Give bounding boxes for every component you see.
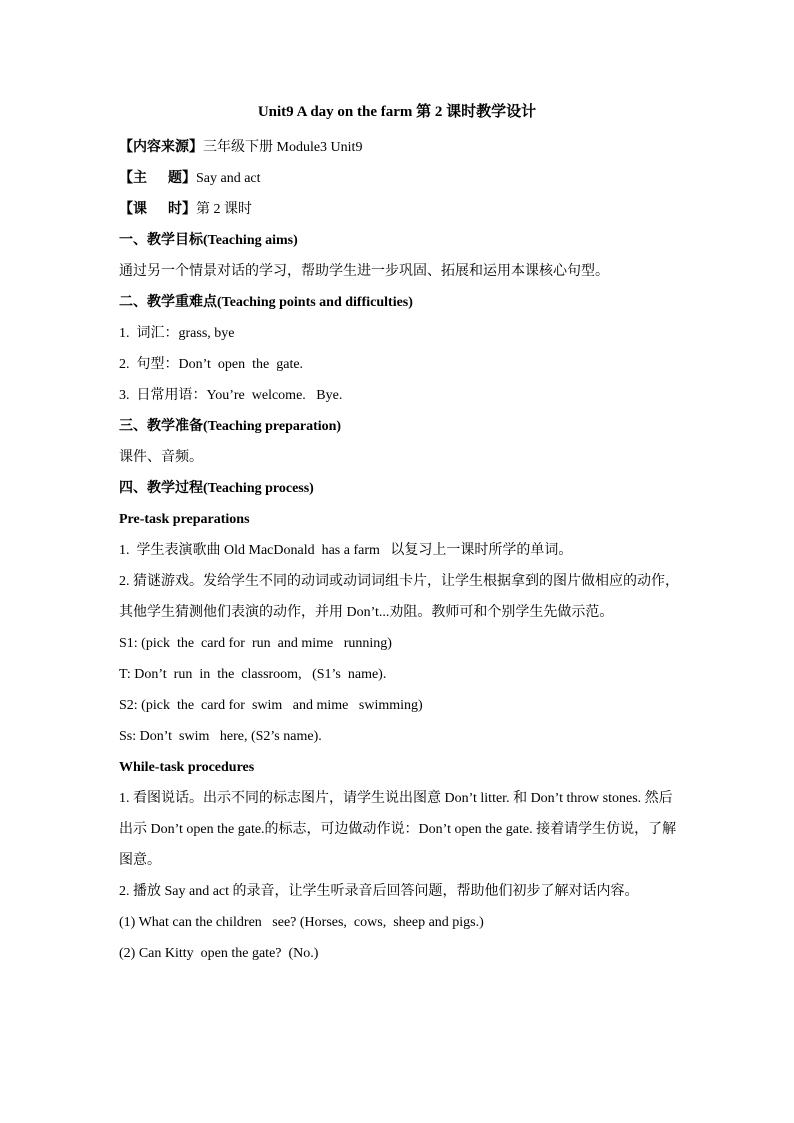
pre-task-item-2: 2. 猜谜游戏。发给学生不同的动词或动词词组卡片，让学生根据拿到的图片做相应的动作，其他学生猜测他们表演的动作，并用 Don’t...劝阻。教师可和个别学生先做示范。 [119, 574, 679, 620]
meta-topic [119, 163, 679, 194]
dialogue-line: Ss: Don’t swim here, (S2’s name). [119, 729, 322, 744]
while-task-item-1: 1. 看图说话。出示不同的标志图片，请学生说出图意 Don’t litter. 和 Don’t throw stones. 然后出示 Don’t open the gate.的标志，可边做动作说：Don’t open the gate. 接着请学生仿说，了解图意。 [119, 791, 677, 868]
meta-period-value: 第 2 课时 [196, 202, 252, 217]
question-line: (1) What can the children see? (Horses, cows, sheep and pigs.) [119, 915, 484, 930]
while-task-item-2: 2. 播放 Say and act 的录音，让学生听录音后回答问题，帮助他们初步了解对话内容。 [119, 884, 639, 899]
section-heading-points: 二、教学重难点(Teaching points and difficulties) [119, 295, 413, 310]
list-item-sentence: 2. 句型：Don’t open the gate. [119, 357, 304, 372]
dialogue-line: T: Don’t run in the classroom, (S1’s name). [119, 667, 387, 682]
subheading-while-task: While-task procedures [119, 760, 255, 775]
meta-topic-value: Say and act [196, 171, 261, 186]
list-item-vocabulary: 1. 词汇：grass, bye [119, 326, 235, 341]
section-text-preparation: 课件、音频。 [119, 450, 203, 465]
section-heading-preparation: 三、教学准备(Teaching preparation) [119, 419, 342, 434]
meta-source-label: 【内容来源】 [119, 140, 203, 155]
meta-period [119, 194, 679, 225]
document-body [119, 132, 679, 969]
meta-source [119, 132, 679, 163]
document-title: Unit9 A day on the farm 第 2 课时教学设计 [257, 104, 537, 120]
section-heading-process: 四、教学过程(Teaching process) [119, 481, 314, 496]
list-item-daily-expressions: 3. 日常用语：You’re welcome. Bye. [119, 388, 343, 403]
dialogue-line: S1: (pick the card for run and mime running) [119, 636, 392, 651]
meta-topic-label: 【主 题】 [119, 171, 196, 186]
section-heading-aims: 一、教学目标(Teaching aims) [119, 233, 298, 248]
question-line: (2) Can Kitty open the gate? (No.) [119, 946, 319, 961]
meta-source-value: 三年级下册 Module3 Unit9 [203, 140, 363, 155]
subheading-pre-task: Pre-task preparations [119, 512, 250, 527]
section-text-aims: 通过另一个情景对话的学习，帮助学生进一步巩固、拓展和运用本课核心句型。 [119, 264, 609, 279]
dialogue-line: S2: (pick the card for swim and mime swimming) [119, 698, 423, 713]
pre-task-item-1: 1. 学生表演歌曲 Old MacDonald has a farm 以复习上一课时所学的单词。 [119, 543, 573, 558]
meta-period-label: 【课 时】 [119, 202, 196, 217]
